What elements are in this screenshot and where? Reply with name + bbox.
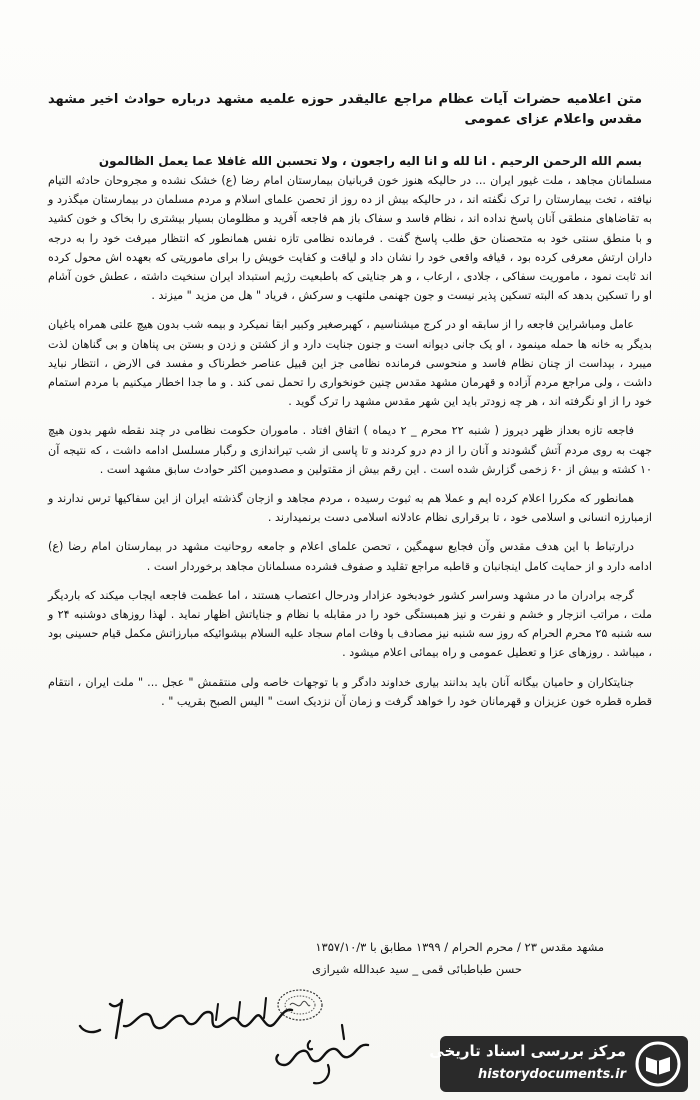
date-line: مشهد مقدس ۲۳ / محرم الحرام / ۱۳۹۹ مطابق با ۱۳۵۷/۱۰/۳ <box>315 940 604 954</box>
paragraph-5: درارتباط با این هدف مقدس وآن فجایع سهمگین ، تحصن علمای اعلام و جامعه روحانیت مشهد در بیمارستان امام رضا (ع) ادامه دارد و از حمایت کامل اینجانبان و قاطبه مراجع تقلید و صفوف فشرده مسلمانان مجاهد برخوردار است . <box>48 540 652 573</box>
watermark-logo <box>429 1036 688 1092</box>
paragraph-6: گرجه برادران ما در مشهد وسراسر کشور خودبخود عزادار ودرحال اعتصاب هستند ، اما عظمت فاجعه ایجاب میکند که باردیگر ملت ، مراتب انزجار و خشم و نفرت و نیز همبستگی خود را در مقابله با نظام و جنایاتش اظهار نماید . لهذا روزهای دوشنبه ۲۴ و سه شنبه ۲۵ محرم الحرام که روز سه شنبه نیز مصادف با وفات امام سجاد علیه السلام بیشوائیکه مبارزاتش مکمل قیام حسینی بود ، میباشد . روزهای عزا و تعطیل عمومی و راه بیمائی اعلام میشود . <box>48 588 653 660</box>
paragraph-2: عامل ومباشراین فاجعه را از سابقه او در کرج میشناسیم ، کهبرصغیر وکبیر ابقا نمیکرد و بیمه شب بدون هیچ علتی همراه یاغیان بدیگر به خانه ها حمله مینمود ، او یک جانی دیوانه است و جنون جنایت دارد و از کشتن و زدن و بستن بی پناهان و بی گناهان لذت میبرد ، بپداست از چنان نظام فاسد و منحوسی فرمانده نظامی جز این قبیل عناصر خطرناک و مفسد فی الارض ، انتظار نباید داشت ، ولی مراجع مردم آزاده و قهرمان مشهد مقدس چنین خونخواری را تحمل نمی کند . و ما جدا اخطار میکنیم با مردم استمام خود را از او نگرفته اند ، هر چه زودتر باید این شهر مقدس مشهد را ترک گوید . <box>48 318 652 409</box>
watermark-url: historydocuments.ir <box>477 1067 626 1082</box>
archive-book-icon <box>634 1041 682 1087</box>
paragraph-7: جنایتکاران و حامیان بیگانه آنان باید بدانند بیاری خداوند دادگر و با توجهات خاصه ولی منتقمش " عجل ... " ملت ایران ، انتقام قطره قطره خون عزیزان و قهرمانان خود را خواهد گرفت و زمان آن نزدیک است " الیس الصبح بقریب " . <box>48 675 652 708</box>
watermark-org-name: مرکز بررسی اسناد تاریخی <box>429 1042 626 1060</box>
document-body <box>48 90 652 721</box>
paragraph-3: فاجعه تازه بعداز ظهر دیروز ( شنبه ۲۲ محرم _ ۲ دیماه ) اتفاق افتاد . ماموران حکومت نظامی در چند نقطه شهر بدون هیچ جهت به روی مردم آتش گشودند و آنان را از دم درو کردند و تا پاسی از شب تیراندازی و رگبار مسلسل ادامه داشت ، که نتیجه آن ۱۰ کشته و بیش از ۶۰ زخمی گزارش شده است . این رقم بیش از مقتولین و مصدومین اکثر حوادث سابق مشهد است . <box>48 424 652 476</box>
seal-stamp <box>278 990 322 1020</box>
paragraph-4: همانطور که مکررا اعلام کرده ایم و عملا هم به ثبوت رسیده ، مردم مجاهد و ازجان گذشته ایران از این سفاکیها ترس ندارند و ازمبارزه انسانی و اسلامی خود ، تا برقراری نظام عادلانه اسلامی دست برنمیدارند . <box>48 492 652 525</box>
basmala-line: بسم الله الرحمن الرحیم . انا لله و انا الیه راجعون ، ولا تحسبن الله غافلا عما یعمل الظالمون <box>98 154 642 168</box>
paragraph-1: مسلمانان مجاهد ، ملت غیور ایران ... در حالیکه هنوز خون قربانیان بیمارستان امام رضا (ع) خشک نشده و مجروحان حادثه التیام نیافته ، تخت بیمارستان را ترک نگفته اند ، در حالیکه بیش از ده روز از تحصن علمای اسلام و مردم مسلمان در بیمارستان میگذرد و به تقاضاهای منطقی آنان پاسخ نداده اند ، نظام فاسد و سفاک باز هم فاجعه آفرید و مظلومان بسیار بیشتری را بخاک و خون کشید و با منطق سنتی خود به متحصنان حق طلب پاسخ گفت . فرمانده نظامی تازه نفس همانطور که انتظار میرفت خود را به درجه داران ارتش معرفی کرده بود ، قیافه واقعی خود را نشان داد و لیاقت و کفایت خویش را برای ماموریتی که بعهده اش محول کرده اند ثابت نمود ، ماموریت سفاکی ، جلادی ، ارعاب ، و هر جنایتی که باطبعیت رژیم استبداد ایران سنخیت داشته ، عطش خون آشام او را تسکین بدهد که البته تسکین پذیر نیست و جون جهنمی ملتهب و سرکش ، فریاد " هل من مزید " میزند . <box>48 174 652 303</box>
seal-and-signature-qomi <box>248 985 398 1095</box>
signatories-line: حسن طباطبائی قمی _ سید عبدالله شیرازی <box>312 962 522 976</box>
document-heading: متن اعلامیه حضرات آیات عظام مراجع عالیقدر حوزه علمیه مشهد درباره حوادث اخیر مشهد مقدس واعلام عزای عمومی <box>48 92 642 127</box>
